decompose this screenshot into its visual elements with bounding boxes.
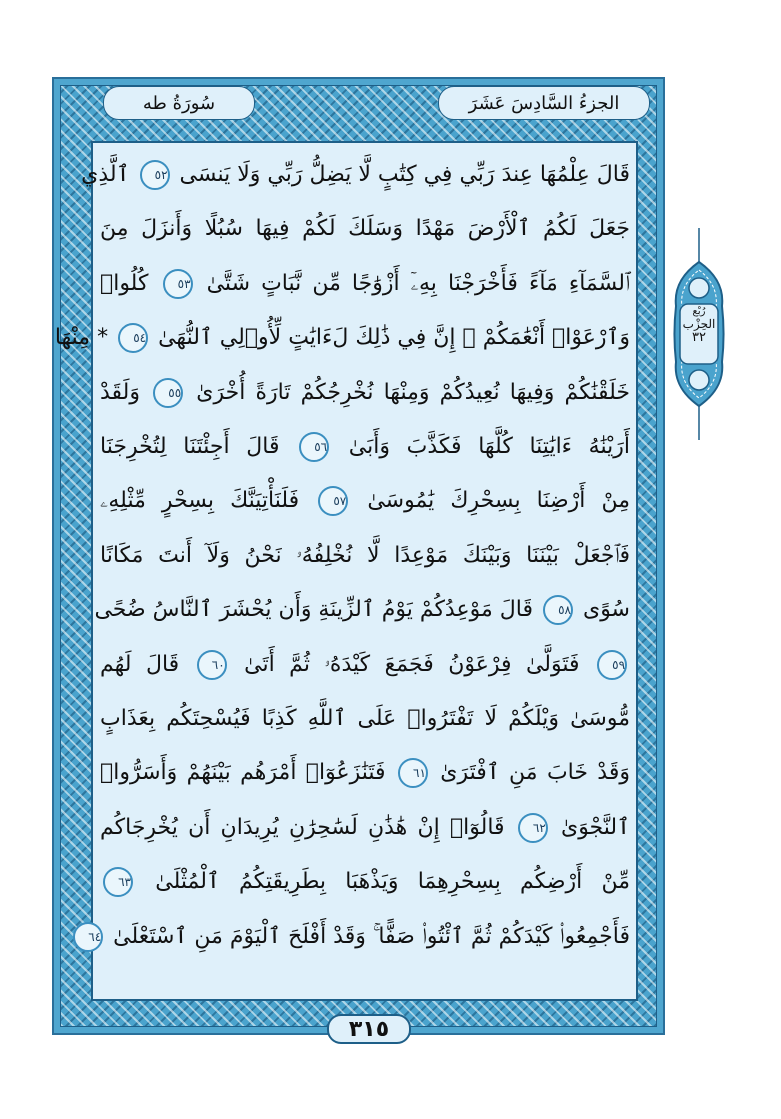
juz-label: الجزءُ السَّادِسَ عَشَرَ	[468, 92, 620, 114]
hizb-marker-label	[680, 306, 718, 346]
verse-line	[94, 587, 630, 633]
verse-text: فَلَنَأْتِيَنَّكَ بِسِحْرٍ مِّثْلِهِۦ	[100, 488, 300, 514]
verse-text: مِّنْ أَرْضِكُم بِسِحْرِهِمَا وَيَذْهَبَا بِطَرِيقَتِكُمُ ٱلْمُثْلَىٰ	[155, 869, 630, 895]
verse-line	[81, 152, 630, 198]
verse-text: ٱلَّذِي	[81, 162, 130, 187]
page-number: ٣١٥	[348, 1016, 390, 1042]
verse-text: فَٱجْعَلْ بَيْنَنَا وَبَيْنَكَ مَوْعِدًا لَّا نُخْلِفُهُۥ نَحْنُ وَلَآ أَنتَ مَكَانًا	[100, 542, 630, 568]
verse-line	[88, 914, 630, 960]
verse-line	[100, 696, 630, 742]
verse-line	[100, 206, 630, 252]
surah-header	[103, 86, 255, 120]
verse-text: جَعَلَ لَكُمُ ٱلْأَرْضَ مَهْدًا وَسَلَكَ لَكُمْ فِيهَا سُبُلًا وَأَنزَلَ مِنَ	[100, 216, 630, 242]
page-number-box	[327, 1014, 411, 1044]
verse-text: سُوًى	[582, 597, 630, 623]
verse-text: وَقَدْ خَابَ مَنِ ٱفْتَرَىٰ	[440, 760, 630, 786]
verse-text: كُلُوا۟	[100, 270, 149, 296]
ayah-number-marker: ٥٤	[118, 323, 148, 353]
ayah-number-marker: ٦١	[398, 758, 428, 788]
verse-line	[100, 859, 630, 905]
hizb-marker-line2: الحِزْب	[682, 316, 716, 331]
verse-text: قَالُوٓا۟ إِنْ هَٰذَٰنِ لَسَٰحِرَٰنِ يُرِيدَانِ أَن يُخْرِجَاكُم	[100, 814, 505, 840]
verse-text: فَأَجْمِعُوا۟ كَيْدَكُمْ ثُمَّ ٱئْتُوا۟ صَفًّا ۚ وَقَدْ أَفْلَحَ ٱلْيَوْمَ مَنِ ٱسْتَعْلَىٰ	[113, 923, 630, 949]
hizb-marker-line3: ٣٢	[692, 330, 706, 346]
verse-text: مُّوسَىٰ وَيْلَكُمْ لَا تَفْتَرُوا۟ عَلَى ٱللَّهِ كَذِبًا فَيُسْحِتَكُم بِعَذَابٍ	[100, 706, 630, 731]
ayah-number-marker: ٦٢	[518, 813, 548, 843]
verse-text: مِنْ أَرْضِنَا بِسِحْرِكَ يَٰمُوسَىٰ	[367, 488, 631, 514]
verse-text: وَلَقَدْ	[100, 379, 141, 405]
juz-header	[438, 86, 650, 120]
ayah-number-marker: ٥٩	[597, 650, 627, 680]
hizb-marker-line1: رُبْع	[692, 306, 706, 317]
ayah-number-marker: ٥٧	[318, 486, 348, 516]
verse-text: فَتَوَلَّىٰ فِرْعَوْنُ فَجَمَعَ كَيْدَهُۥ ثُمَّ أَتَىٰ	[244, 651, 580, 677]
verse-line	[54, 315, 630, 361]
verse-line	[100, 370, 630, 416]
verse-text: ٱلسَّمَآءِ مَآءً فَأَخْرَجْنَا بِهِۦٓ أَزْوَٰجًا مِّن نَّبَاتٍ شَتَّىٰ	[206, 270, 631, 296]
ayah-number-marker: ٦٣	[103, 867, 133, 897]
surah-label: سُورَةُ طه	[142, 92, 216, 114]
verse-line	[100, 805, 630, 851]
verse-text: فَتَنَٰزَعُوٓا۟ أَمْرَهُم بَيْنَهُمْ وَأَسَرُّوا۟	[100, 760, 386, 786]
verse-text: أَرَيْنَٰهُ ءَايَٰتِنَا كُلَّهَا فَكَذَّبَ وَأَبَىٰ	[348, 434, 630, 459]
verse-text: * مِنْهَا	[54, 325, 109, 351]
verse-text: ٱلنَّجْوَىٰ	[560, 814, 630, 840]
verse-line	[100, 642, 630, 688]
verse-text: قَالَ أَجِئْتَنَا لِتُخْرِجَنَا	[100, 434, 280, 459]
verse-line	[100, 533, 630, 579]
verse-text: قَالَ لَهُم	[100, 651, 180, 677]
ayah-number-marker: ٥٢	[140, 160, 170, 190]
ayah-number-marker: ٥٨	[543, 595, 573, 625]
verse-text: قَالَ مَوْعِدُكُمْ يَوْمُ ٱلزِّينَةِ وَأَن يُحْشَرَ ٱلنَّاسُ ضُحًى	[94, 597, 533, 623]
verse-line	[100, 478, 630, 524]
verse-line	[100, 261, 630, 307]
ayah-number-marker: ٦٠	[197, 650, 227, 680]
verse-text: قَالَ عِلْمُهَا عِندَ رَبِّي فِي كِتَٰبٍ لَّا يَضِلُّ رَبِّي وَلَا يَنسَى	[179, 162, 630, 187]
ayah-number-marker: ٥٦	[299, 432, 329, 462]
ayah-number-marker: ٦٤	[73, 922, 103, 952]
ayah-number-marker: ٥٣	[163, 269, 193, 299]
verse-text: خَلَقْنَٰكُمْ وَفِيهَا نُعِيدُكُمْ وَمِنْهَا نُخْرِجُكُمْ تَارَةً أُخْرَىٰ	[196, 379, 630, 405]
verse-text: وَٱرْعَوْا۟ أَنْعَٰمَكُمْ ۗ إِنَّ فِي ذَٰلِكَ لَءَايَٰتٍ لِّأُو۟لِي ٱلنُّهَىٰ	[158, 325, 630, 351]
ayah-number-marker: ٥٥	[153, 378, 183, 408]
verse-line	[100, 424, 630, 470]
verse-line	[100, 750, 630, 796]
